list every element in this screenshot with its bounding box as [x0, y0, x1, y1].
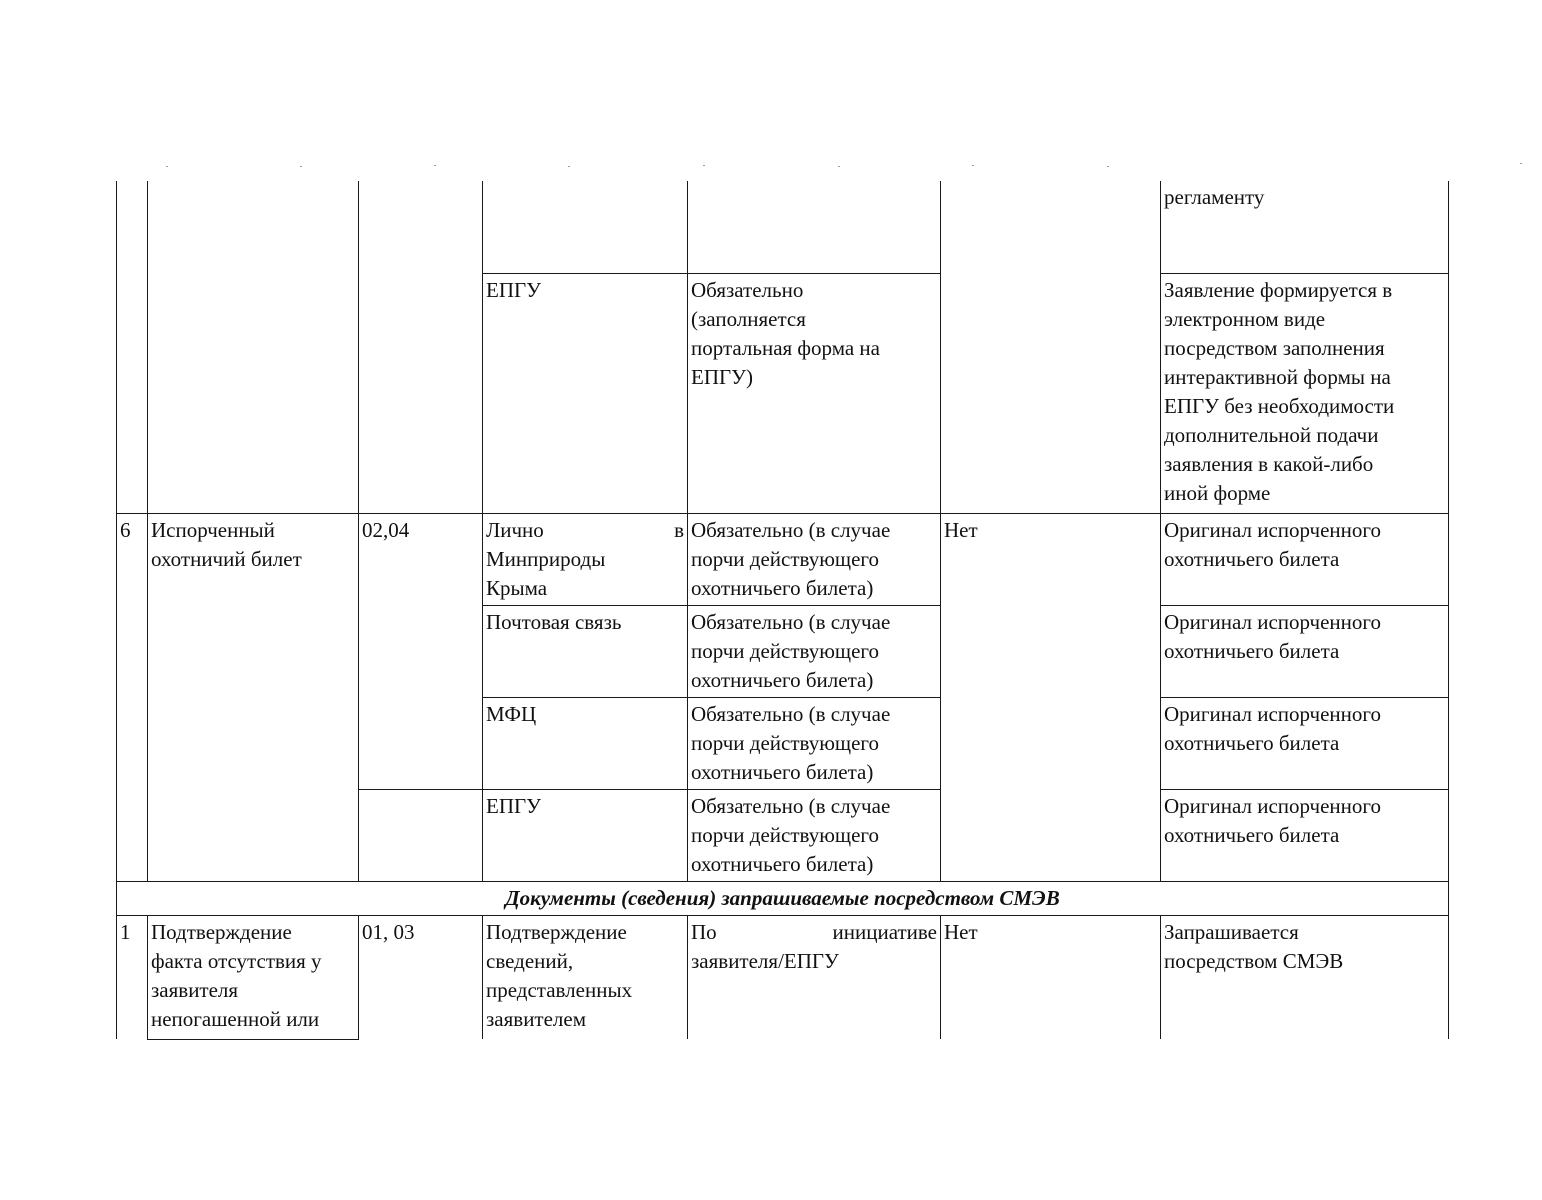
channel-text: ЕПГУ: [486, 793, 542, 818]
scan-speck: [300, 166, 302, 167]
cell-codes: [359, 513, 483, 789]
cell-smev: [941, 915, 1161, 1039]
cell-num: [117, 915, 148, 1039]
cell-note: [1161, 273, 1449, 513]
cell-codes-empty: [359, 181, 483, 513]
note-text: Оригинал испорченного охотничьего билета: [1164, 701, 1381, 755]
note-text: Запрашивается посредством СМЭВ: [1164, 919, 1344, 973]
cell-channel: [483, 605, 688, 697]
note-text: Оригинал испорченного охотничьего билета: [1164, 517, 1381, 571]
cell-channel: [483, 915, 688, 1039]
scan-speck: [166, 166, 168, 167]
scan-speck: [568, 166, 570, 167]
document-text: Подтверждение факта отсутствия у заявителя непогашенной или: [151, 919, 322, 1031]
cell-note: [1161, 181, 1449, 273]
cell-note: [1161, 513, 1449, 605]
cell-channel: [483, 697, 688, 789]
cell-codes: [359, 915, 483, 1039]
smev-text: Нет: [944, 919, 978, 944]
requirement-text: Обязательно (в случае порчи действующего охотничьего билета): [691, 701, 891, 784]
cell-smev-empty: [941, 181, 1161, 513]
smev-text: Нет: [944, 517, 978, 542]
channel-text: Почтовая связь: [486, 609, 622, 634]
channel-text-b: в: [674, 517, 684, 542]
requirement-text: Обязательно (заполняется портальная форма на ЕПГУ): [691, 277, 880, 389]
table-row-1: [117, 915, 1449, 1039]
cell-note: [1161, 697, 1449, 789]
cell-num-empty: [117, 181, 148, 513]
documents-table: [116, 181, 1449, 1040]
note-text: Оригинал испорченного охотничьего билета: [1164, 793, 1381, 847]
scan-speck: [838, 166, 840, 167]
note-text: регламенту: [1164, 185, 1265, 209]
cell-note: [1161, 605, 1449, 697]
table-section-row: [117, 881, 1449, 915]
cell-requirement: [688, 513, 941, 605]
note-text: Оригинал испорченного охотничьего билета: [1164, 609, 1381, 663]
cell-note: [1161, 789, 1449, 881]
requirement-text: Обязательно (в случае порчи действующего охотничьего билета): [691, 609, 891, 692]
codes-text: 02,04: [362, 517, 410, 542]
scan-speck: [1107, 166, 1109, 167]
requirement-text-a: По: [691, 919, 717, 944]
cell-requirement: [688, 697, 941, 789]
cell-note: [1161, 915, 1449, 1039]
note-text: Заявление формируется в электронном виде посредством заполнения интерактивной формы на ЕПГУ без необходимости дополнительной подачи заявления в какой-либо иной форме: [1164, 277, 1395, 505]
cell-requirement-empty: [688, 181, 941, 273]
codes-text: 01, 03: [362, 919, 415, 944]
requirement-text-c: заявителя/ЕПГУ: [691, 948, 839, 973]
cell-requirement: [688, 273, 941, 513]
cell-document-empty: [148, 181, 359, 513]
channel-text: ЕПГУ: [486, 277, 542, 302]
requirement-text-b: инициативе: [832, 919, 937, 944]
channel-line: [486, 516, 684, 545]
channel-text: МФЦ: [486, 701, 537, 726]
requirement-line: [691, 918, 937, 947]
cell-document: [148, 513, 359, 881]
document-text: Испорченный охотничий билет: [151, 517, 302, 571]
table-row-regulation: [117, 181, 1449, 273]
cell-channel: [483, 273, 688, 513]
cell-requirement: [688, 915, 941, 1039]
cell-channel-empty: [483, 181, 688, 273]
requirement-text: Обязательно (в случае порчи действующего охотничьего билета): [691, 517, 891, 600]
scan-speck: [972, 165, 974, 166]
channel-text-c: Минприроды Крыма: [486, 546, 606, 600]
cell-channel: [483, 513, 688, 605]
cell-num: [117, 513, 148, 881]
scan-speck: [703, 165, 705, 166]
requirement-text: Обязательно (в случае порчи действующего охотничьего билета): [691, 793, 891, 876]
cell-requirement: [688, 605, 941, 697]
cell-smev: [941, 513, 1161, 881]
cell-requirement: [688, 789, 941, 881]
channel-text-a: Лично: [486, 517, 544, 542]
cell-codes-empty: [359, 789, 483, 881]
table-row-6: [117, 513, 1449, 605]
cell-channel: [483, 789, 688, 881]
row-number: 1: [120, 919, 131, 944]
row-number: 6: [120, 517, 131, 542]
channel-text: Подтверждение сведений, представленных заявителем: [486, 919, 633, 1031]
scan-speck: [1520, 163, 1522, 164]
scan-speck: [434, 165, 436, 166]
cell-document: [148, 915, 359, 1039]
section-title: Документы (сведения) запрашиваемые посредством СМЭВ: [117, 881, 1449, 915]
